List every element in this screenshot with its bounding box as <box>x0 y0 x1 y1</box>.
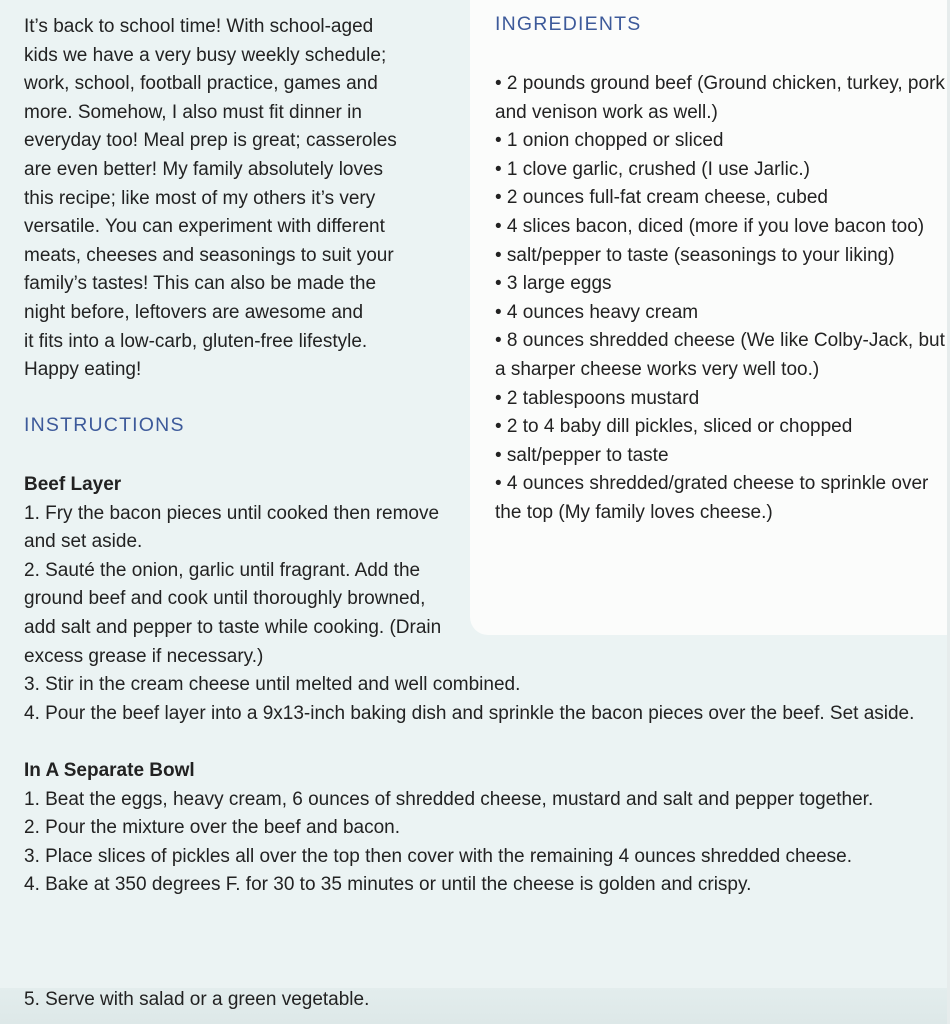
instructions-body <box>24 471 924 900</box>
instruction-step: 4. Bake at 350 degrees F. for 30 to 35 minutes or until the cheese is golden and crispy. <box>24 874 752 896</box>
ingredient-item: • 4 slices bacon, diced (more if you love bacon too) <box>495 215 925 237</box>
intro-line: kids we have a very busy weekly schedule; <box>24 44 387 66</box>
instruction-step: 1. Fry the bacon pieces until cooked then remove and set aside. <box>24 502 440 553</box>
intro-line: night before, leftovers are awesome and <box>24 301 364 323</box>
ingredient-item: • 4 ounces shredded/grated cheese to sprinkle over the top (My family loves cheese.) <box>495 473 929 523</box>
ingredient-item: • 2 to 4 baby dill pickles, sliced or chopped <box>495 416 853 438</box>
ingredient-item: • 2 tablespoons mustard <box>495 387 700 409</box>
ingredients-list <box>495 70 945 528</box>
ingredient-item: • 3 large eggs <box>495 273 612 295</box>
ingredients-heading: INGREDIENTS <box>495 13 642 35</box>
ingredient-item: • 2 ounces full-fat cream cheese, cubed <box>495 187 829 209</box>
separate-bowl-steps <box>24 786 924 900</box>
intro-line: Happy eating! <box>24 359 142 381</box>
instruction-step: 2. Pour the mixture over the beef and bacon. <box>24 817 401 839</box>
ingredient-item: • 2 pounds ground beef (Ground chicken, turkey, pork and venison work as well.) <box>495 73 945 123</box>
ingredient-item: • salt/pepper to taste <box>495 444 669 466</box>
intro-line: It’s back to school time! With school-aged <box>24 16 374 37</box>
instruction-step: 4. Pour the beef layer into a 9x13-inch baking dish and sprinkle the bacon pieces over the beef. Set aside. <box>24 702 915 724</box>
intro-line: are even better! My family absolutely loves <box>24 158 384 180</box>
beef-layer-steps <box>24 500 924 729</box>
ingredient-item: • 8 ounces shredded cheese (We like Colby-Jack, but a sharper cheese works very well too.) <box>495 330 945 380</box>
beef-layer-title: Beef Layer <box>24 474 122 495</box>
intro-paragraph <box>24 13 464 385</box>
instruction-step: 3. Place slices of pickles all over the top then cover with the remaining 4 ounces shredded cheese. <box>24 845 853 867</box>
ingredient-item: • 1 onion chopped or sliced <box>495 130 724 152</box>
separate-bowl-title: In A Separate Bowl <box>24 759 195 781</box>
intro-line: family’s tastes! This can also be made the <box>24 273 377 295</box>
ingredient-item: • salt/pepper to taste (seasonings to your liking) <box>495 244 895 266</box>
instruction-step: 2. Sauté the onion, garlic until fragrant. Add the ground beef and cook until thoroughly browned, add salt and pepper to taste while cooking. (Drain excess grease if necessary.) <box>24 559 442 667</box>
intro-line: it fits into a low-carb, gluten-free lifestyle. <box>24 330 368 352</box>
intro-line: meats, cheeses and seasonings to suit your <box>24 244 394 266</box>
instruction-step: 5. Serve with salad or a green vegetable. <box>24 989 370 1010</box>
instruction-step: 1. Beat the eggs, heavy cream, 6 ounces of shredded cheese, mustard and salt and pepper together. <box>24 788 874 810</box>
intro-line: work, school, football practice, games and <box>24 73 378 95</box>
ingredient-item: • 4 ounces heavy cream <box>495 301 699 323</box>
ingredient-item: • 1 clove garlic, crushed (I use Jarlic.) <box>495 158 810 180</box>
intro-line: this recipe; like most of my others it’s very <box>24 187 376 209</box>
intro-line: versatile. You can experiment with different <box>24 216 385 238</box>
instructions-heading: INSTRUCTIONS <box>24 414 185 436</box>
intro-line: everyday too! Meal prep is great; casseroles <box>24 130 397 152</box>
instruction-step: 3. Stir in the cream cheese until melted and well combined. <box>24 674 521 696</box>
intro-line: more. Somehow, I also must fit dinner in <box>24 101 362 123</box>
